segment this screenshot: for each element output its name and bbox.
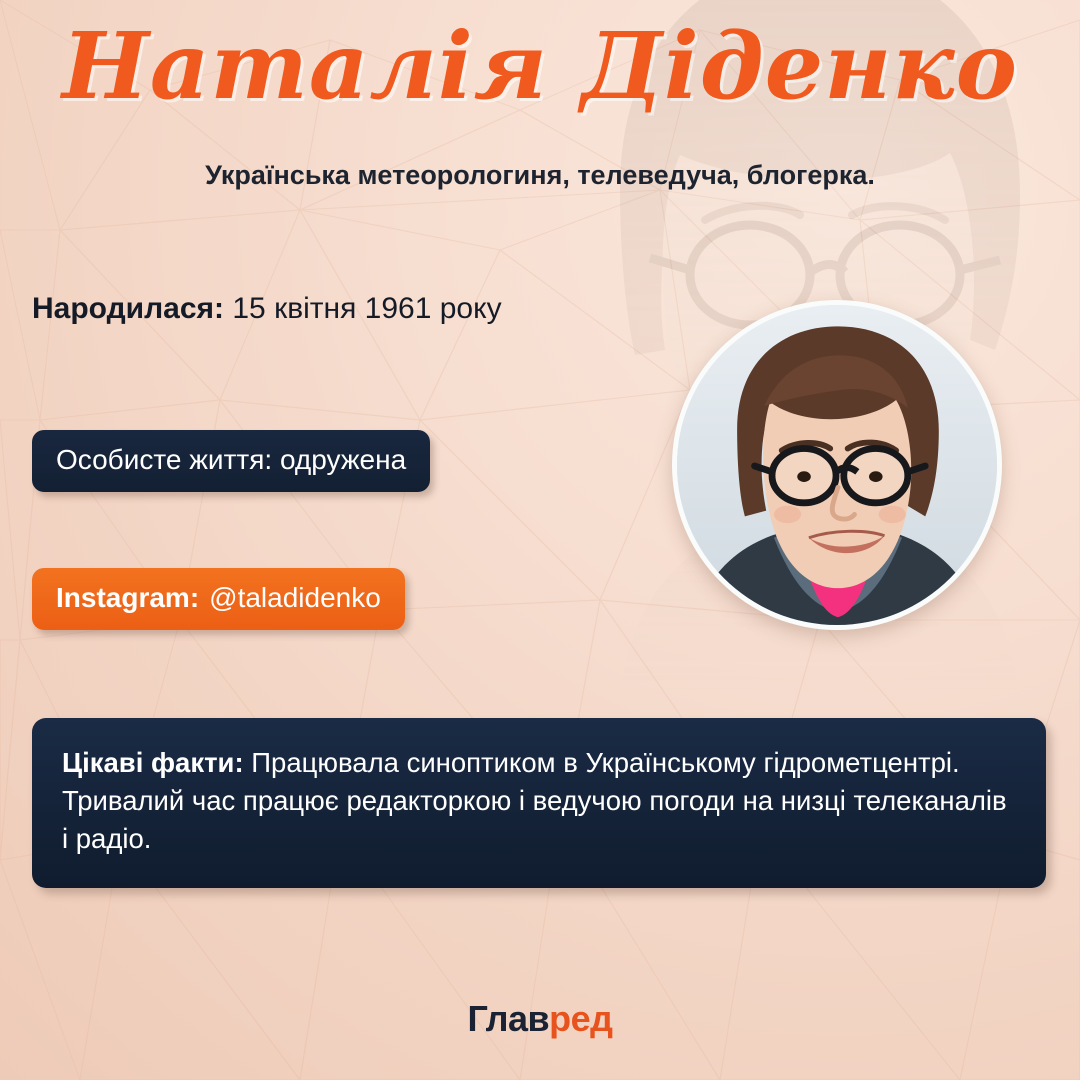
- instagram-handle[interactable]: @taladidenko: [209, 582, 381, 613]
- portrait-photo: [672, 300, 1002, 630]
- page-subtitle: Українська метеорологиня, телеведуча, блогерка.: [205, 160, 875, 190]
- logo-part-1: Глав: [467, 998, 550, 1039]
- born-value: 15 квітня 1961 року: [232, 292, 502, 325]
- interesting-facts-panel: [32, 718, 1046, 888]
- logo-part-2: ред: [549, 998, 613, 1039]
- facts-text: Працювала синоптиком в Українському гідрометцентрі. Тривалий час працює редакторкою і ведучою погоди на низці телеканалів і радіо.: [62, 747, 1007, 854]
- portrait-illustration: [677, 305, 997, 625]
- born-line: [32, 292, 502, 326]
- personal-life-badge: [32, 430, 430, 492]
- instagram-label: Instagram:: [56, 582, 200, 613]
- personal-life-text: Особисте життя: одружена: [56, 444, 407, 475]
- facts-label: Цікаві факти:: [62, 747, 244, 778]
- site-logo[interactable]: [0, 998, 1080, 1040]
- instagram-badge[interactable]: [32, 568, 405, 630]
- born-label: Народилася:: [32, 292, 225, 325]
- page-title: Наталія Діденко: [62, 12, 1018, 120]
